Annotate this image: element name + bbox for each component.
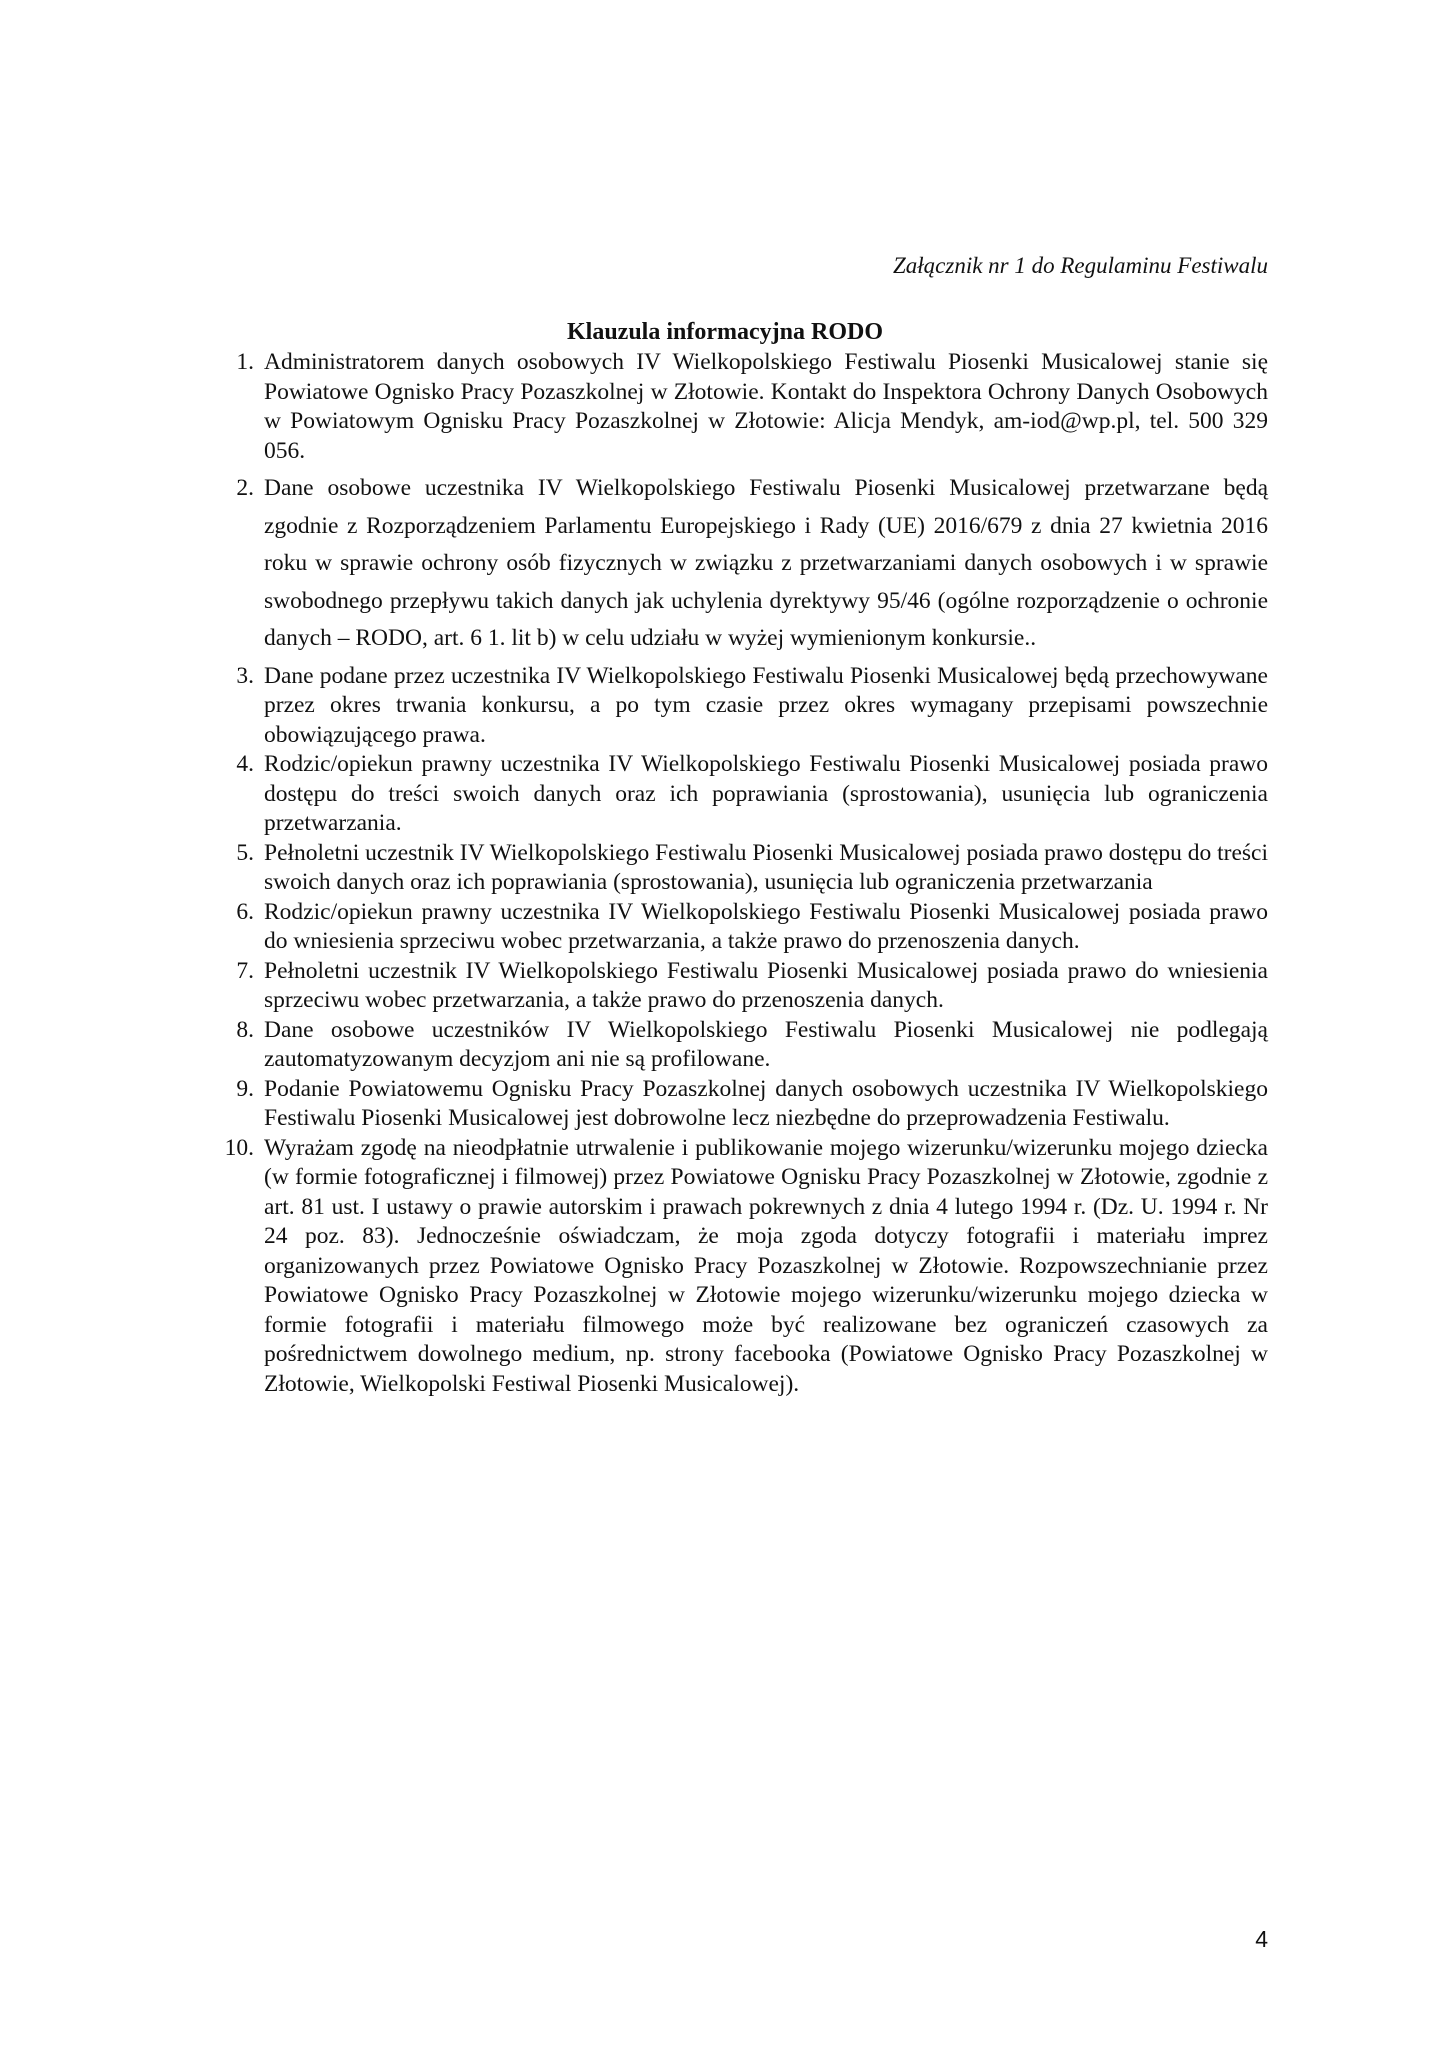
clause-item: [222, 1134, 1268, 1400]
clause-item: [222, 1075, 1268, 1134]
clause-number: 3.: [236, 662, 254, 689]
clause-number: 4.: [236, 751, 254, 777]
clause-text: Pełnoletni uczestnik IV Wielkopolskiego Festiwalu Piosenki Musicalowej posiada prawo dostępu do treści swoich danych oraz ich poprawiania (sprostowania), usunięcia lub ograniczenia przetwarzania: [264, 839, 1268, 895]
clause-text: Administratorem danych osobowych IV Wielkopolskiego Festiwalu Piosenki Musicalowej stanie się Powiatowe Ognisko Pracy Pozaszkolnej w Złotowie. Kontakt do Inspektora Ochrony Danych Osobowych w Powiatowym Ognisku Pracy Pozaszkolnej w Złotowie: Alicja Mendyk, am-iod@wp.pl, tel. 500 329 056.: [264, 349, 1268, 464]
clause-text: Dane osobowe uczestników IV Wielkopolskiego Festiwalu Piosenki Musicalowej nie podlegają zautomatyzowanym decyzjom ani nie są profilowane.: [264, 1016, 1268, 1072]
clause-number: 7.: [236, 957, 254, 984]
clause-number: 8.: [236, 1016, 254, 1043]
attachment-note: Załącznik nr 1 do Regulaminu Festiwalu: [892, 253, 1268, 278]
clause-number: 6.: [236, 898, 254, 925]
clause-item: [222, 750, 1268, 839]
page-number: 4: [1255, 1926, 1268, 1952]
clause-number: 2.: [236, 475, 254, 501]
clause-text: Dane podane przez uczestnika IV Wielkopolskiego Festiwalu Piosenki Musicalowej będą przechowywane przez okres trwania konkursu, a po tym czasie przez okres wymagany przepisami powszechnie obowiązującego prawa.: [264, 662, 1268, 748]
clause-text: Dane osobowe uczestnika IV Wielkopolskiego Festiwalu Piosenki Musicalowej przetwarzane będą zgodnie z Rozporządzeniem Parlamentu Europejskiego i Rady (UE) 2016/679 z dnia 27 kwietnia 2016 roku w sprawie ochrony osób fizycznych w związku z przetwarzaniami danych osobowych i w sprawie swobodnego przepływu takich danych jak uchylenia dyrektywy 95/46 (ogólne rozporządzenie o ochronie danych – RODO, art. 6 1. lit b) w celu udziału w wyżej wymienionym konkursie..: [264, 475, 1268, 651]
clause-item: [222, 348, 1268, 466]
clause-item: [222, 662, 1268, 751]
clause-number: 10.: [224, 1134, 254, 1161]
clause-item: [222, 470, 1268, 658]
clause-text: Rodzic/opiekun prawny uczestnika IV Wielkopolskiego Festiwalu Piosenki Musicalowej posiada prawo do wniesienia sprzeciwu wobec przetwarzania, a także prawo do przenoszenia danych.: [264, 898, 1268, 954]
clause-item: [222, 898, 1268, 957]
clause-text: Podanie Powiatowemu Ognisku Pracy Pozaszkolnej danych osobowych uczestnika IV Wielkopolskiego Festiwalu Piosenki Musicalowej jest dobrowolne lecz niezbędne do przeprowadzenia Festiwalu.: [264, 1075, 1268, 1131]
clause-list: [222, 348, 1268, 1399]
document-title: Klauzula informacyjna RODO: [567, 319, 883, 345]
clause-text: Pełnoletni uczestnik IV Wielkopolskiego Festiwalu Piosenki Musicalowej posiada prawo do wniesienia sprzeciwu wobec przetwarzania, a także prawo do przenoszenia danych.: [264, 957, 1268, 1013]
clause-number: 5.: [236, 839, 254, 866]
clause-item: [222, 839, 1268, 898]
clause-item: [222, 957, 1268, 1016]
clause-number: 9.: [236, 1075, 254, 1102]
clause-item: [222, 1016, 1268, 1075]
clause-text: Wyrażam zgodę na nieodpłatnie utrwalenie i publikowanie mojego wizerunku/wizerunku mojego dziecka (w formie fotograficznej i filmowej) przez Powiatowe Ognisku Pracy Pozaszkolnej w Złotowie, zgodnie z art. 81 ust. I ustawy o prawie autorskim i prawach pokrewnych z dnia 4 lutego 1994 r. (Dz. U. 1994 r. Nr 24 poz. 83). Jednocześnie oświadczam, że moja zgoda dotyczy fotografii i materiału imprez organizowanych przez Powiatowe Ognisko Pracy Pozaszkolnej w Złotowie. Rozpowszechnianie przez Powiatowe Ognisko Pracy Pozaszkolnej w Złotowie mojego wizerunku/wizerunku mojego dziecka w formie fotografii i materiału filmowego może być realizowane bez ograniczeń czasowych za pośrednictwem dowolnego medium, np. strony facebooka (Powiatowe Ognisko Pracy Pozaszkolnej w Złotowie, Wielkopolski Festiwal Piosenki Musicalowej).: [264, 1134, 1268, 1397]
clause-text: Rodzic/opiekun prawny uczestnika IV Wielkopolskiego Festiwalu Piosenki Musicalowej posiada prawo dostępu do treści swoich danych oraz ich poprawiania (sprostowania), usunięcia lub ograniczenia przetwarzania.: [264, 751, 1268, 836]
clause-number: 1.: [236, 349, 254, 375]
